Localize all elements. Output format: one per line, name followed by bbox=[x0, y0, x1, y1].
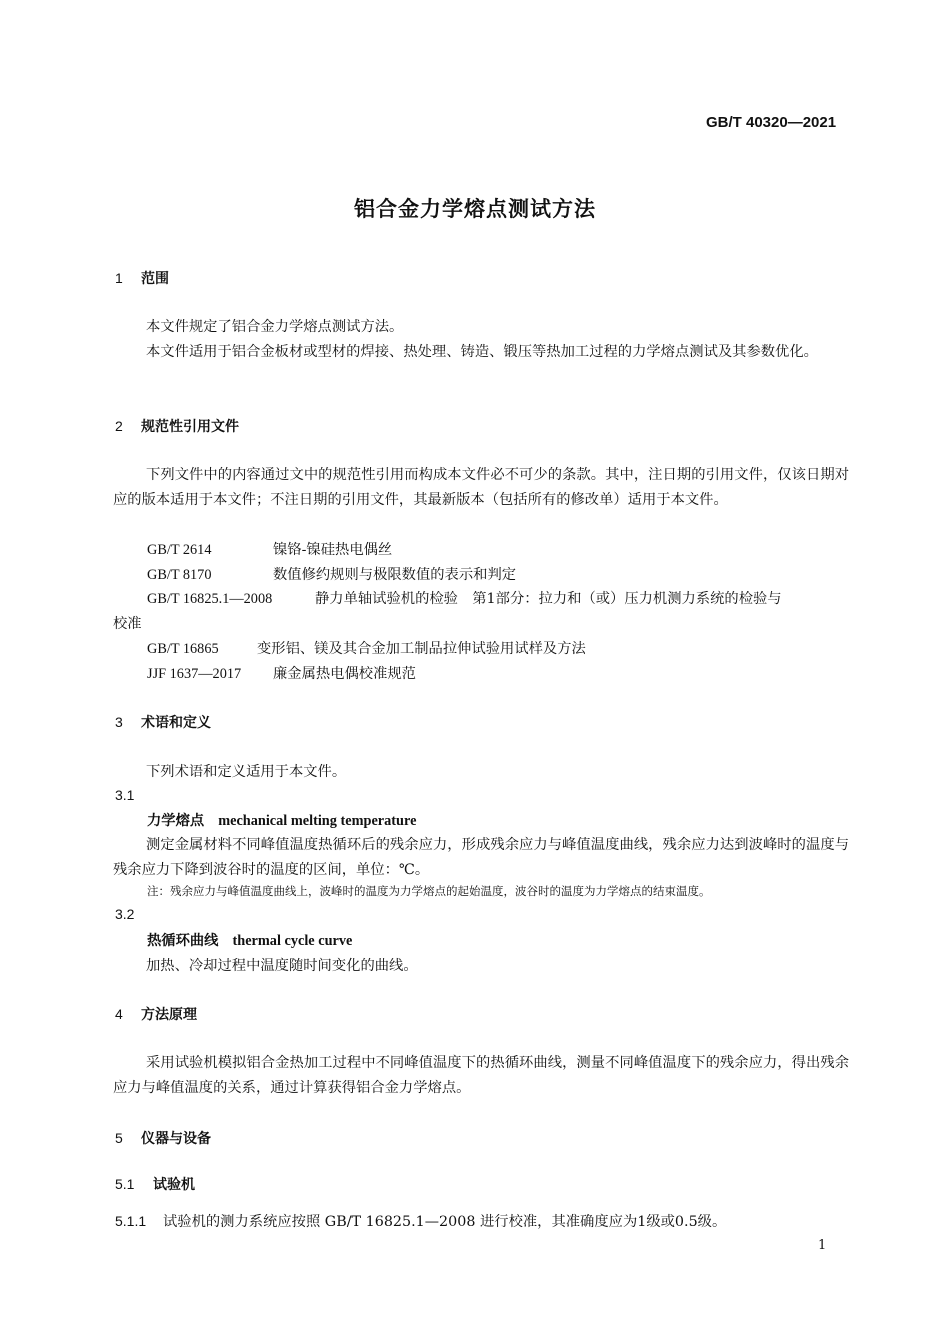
term-en: thermal cycle curve bbox=[232, 933, 353, 949]
reference-title: 廉金属热电偶校准规范 bbox=[273, 666, 416, 682]
section-title: 仪器与设备 bbox=[141, 1131, 211, 1147]
term-number: 3.2 bbox=[115, 906, 135, 922]
paragraph: 下列文件中的内容通过文中的规范性引用而构成本文件必不可少的条款。其中，注日期的引用文件，仅该日期对应的版本适用于本文件；不注日期的引用文件，其最新版本（包括所有的修改单）适用于本文件。 bbox=[113, 467, 849, 508]
paragraph: 本文件适用于铝合金板材或型材的焊接、热处理、铸造、锻压等热加工过程的力学熔点测试及其参数优化。 bbox=[146, 344, 818, 360]
section-4-heading bbox=[115, 1004, 197, 1024]
reference-title: 镍铬-镍硅热电偶丝 bbox=[273, 542, 393, 558]
term-number: 3.1 bbox=[115, 787, 135, 803]
term-en: mechanical melting temperature bbox=[218, 813, 417, 829]
reference-code: GB/T 8170 bbox=[147, 567, 212, 583]
reference-item bbox=[147, 588, 782, 608]
reference-code: GB/T 2614 bbox=[147, 542, 212, 558]
term-heading bbox=[147, 810, 416, 830]
reference-item bbox=[147, 663, 416, 683]
reference-code: JJF 1637—2017 bbox=[147, 666, 242, 682]
paragraph: 本文件规定了铝合金力学熔点测试方法。 bbox=[146, 319, 404, 335]
reference-title: 变形铝、镁及其合金加工制品拉伸试验用试样及方法 bbox=[257, 641, 586, 657]
section-title: 范围 bbox=[141, 271, 169, 287]
section-number: 1 bbox=[115, 270, 123, 286]
section-5-heading bbox=[115, 1128, 211, 1148]
section-title: 规范性引用文件 bbox=[141, 419, 239, 435]
section-3-heading bbox=[115, 712, 211, 732]
clause-number: 5.1.1 bbox=[115, 1213, 147, 1229]
term-heading bbox=[147, 930, 352, 950]
section-number: 5 bbox=[115, 1130, 123, 1146]
section-number: 5.1 bbox=[115, 1176, 135, 1192]
section-title: 试验机 bbox=[153, 1177, 195, 1193]
paragraph: 采用试验机模拟铝合金热加工过程中不同峰值温度下的热循环曲线，测量不同峰值温度下的残余应力，得出残余应力与峰值温度的关系，通过计算获得铝合金力学熔点。 bbox=[113, 1055, 849, 1096]
section-number: 3 bbox=[115, 714, 123, 730]
section-1-heading bbox=[115, 268, 169, 288]
reference-title: 数值修约规则与极限数值的表示和判定 bbox=[273, 567, 517, 583]
term-zh: 力学熔点 bbox=[147, 813, 205, 829]
document-title: 铝合金力学熔点测试方法 bbox=[354, 197, 596, 221]
reference-code: GB/T 16825.1—2008 bbox=[147, 591, 273, 607]
reference-code: GB/T 16865 bbox=[147, 641, 219, 657]
section-title: 术语和定义 bbox=[141, 715, 211, 731]
standard-number: GB/T 40320—2021 bbox=[706, 114, 837, 131]
term-definition: 加热、冷却过程中温度随时间变化的曲线。 bbox=[146, 958, 418, 974]
reference-item bbox=[147, 564, 516, 584]
section-number: 4 bbox=[115, 1006, 123, 1022]
paragraph: 下列术语和定义适用于本文件。 bbox=[146, 764, 347, 780]
term-zh: 热循环曲线 bbox=[147, 933, 219, 949]
page-number: 1 bbox=[818, 1238, 827, 1253]
reference-continuation: 校准 bbox=[113, 616, 142, 632]
section-number: 2 bbox=[115, 418, 123, 434]
subsection-5-1-heading bbox=[115, 1174, 195, 1194]
reference-title: 静力单轴试验机的检验 第1部分：拉力和（或）压力机测力系统的检验与 bbox=[315, 591, 782, 607]
reference-item bbox=[147, 638, 586, 658]
reference-item bbox=[147, 539, 392, 559]
section-2-heading bbox=[115, 416, 239, 436]
clause-5-1-1 bbox=[115, 1211, 726, 1231]
note: 注：残余应力与峰值温度曲线上，波峰时的温度为力学熔点的起始温度，波谷时的温度为力学熔点的结束温度。 bbox=[147, 884, 711, 898]
term-definition: 测定金属材料不同峰值温度热循环后的残余应力，形成残余应力与峰值温度曲线，残余应力达到波峰时的温度与残余应力下降到波谷时的温度的区间，单位：℃。 bbox=[113, 837, 849, 878]
section-title: 方法原理 bbox=[141, 1007, 197, 1023]
clause-text: 试验机的测力系统应按照 GB/T 16825.1—2008 进行校准，其准确度应为1级或0.5级。 bbox=[163, 1214, 727, 1230]
